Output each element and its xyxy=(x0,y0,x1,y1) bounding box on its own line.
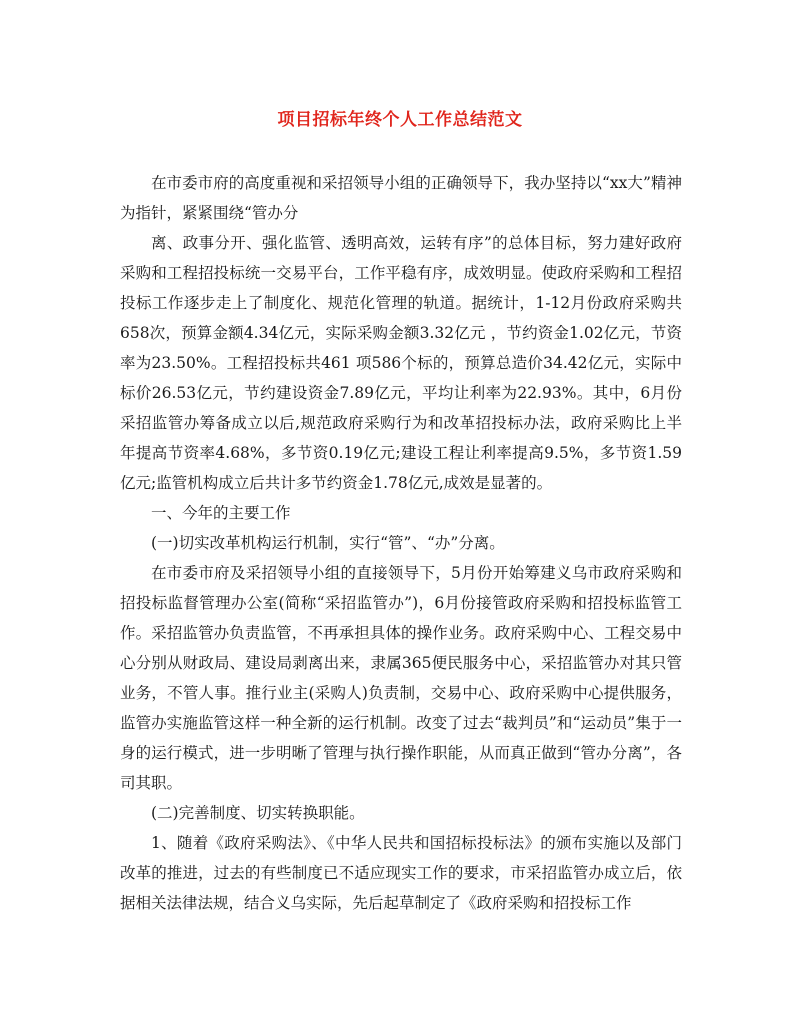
subsection-heading-reform: (一)切实改革机构运行机制，实行“管”、“办”分离。 xyxy=(151,534,505,552)
subsection-heading-system: (二)完善制度、切实转换职能。 xyxy=(151,804,365,822)
paragraph-reform: 在市委市府及采招领导小组的直接领导下，5月份开始筹建义乌市政府采购和招投标监督管理办公室(简称“采招监管办”)，6月份接管政府采购和招投标监管工作。采招监管办负责监管，不再承担具体的操作业务。政府采购中心、工程交易中心分别从财政局、建设局剥离出来，隶属365便民服务中心，采招监管办对其只管业务，不管人事。推行业主(采购人)负责制，交易中心、政府采购中心提供服务，监管办实施监管这样一种全新的运行机制。改变了过去“裁判员”和“运动员”集于一身的运行模式，进一步明晰了管理与执行操作职能，从而真正做到“管办分离”，各司其职。 xyxy=(120,564,682,792)
paragraph-summary: 离、政事分开、强化监管、透明高效，运转有序”的总体目标，努力建好政府采购和工程招投标统一交易平台，工作平稳有序，成效明显。使政府采购和工程招投标工作逐步走上了制度化、规范化管理的轨道。据统计，1-12月份政府采购共658次，预算金额4.34亿元，实际采购金额3.32亿元 ，节约资金1.02亿元，节资率为23.50%。工程招投标共461 项586个标的，预算总造价34.42亿元，实际中标价26.53亿元，节约建设资金7.89亿元，平均让利率为22.93%。其中，6月份采招监管办筹备成立以后,规范政府采购行为和改革招投标办法，政府采购比上半年提高节资率4.68%，多节资0.19亿元;建设工程让利率提高9.5%，多节资1.59亿元;监管机构成立后共计多节约资金1.78亿元,成效是显著的。 xyxy=(120,234,682,492)
document-title: 项目招标年终个人工作总结范文 xyxy=(277,110,523,130)
section-heading-main-work: 一、今年的主要工作 xyxy=(151,504,291,522)
paragraph-intro: 在市委市府的高度重视和采招领导小组的正确领导下，我办坚持以“xx大”精神为指针，紧紧围绕“管办分 xyxy=(120,174,682,222)
document-body xyxy=(120,168,682,918)
paragraph-system: 1、随着《政府采购法》、《中华人民共和国招标投标法》的颁布实施以及部门改革的推进，过去的有些制度已不适应现实工作的要求，市采招监管办成立后，依据相关法律法规，结合义乌实际，先后起草制定了《政府采购和招投标工作 xyxy=(120,834,682,912)
